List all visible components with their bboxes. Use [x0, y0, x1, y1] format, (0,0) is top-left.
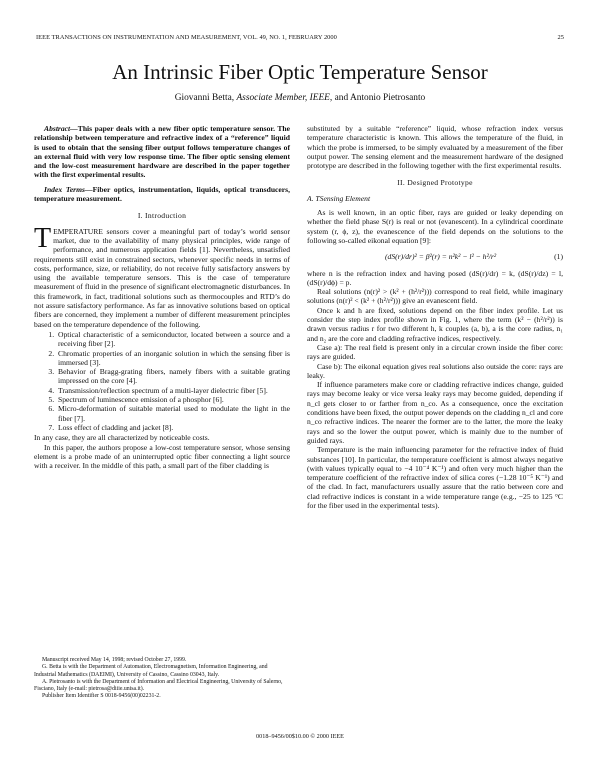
- abstract: [34, 124, 290, 180]
- intro-paragraph-2: In any case, they are all characterized by noticeable costs.: [34, 433, 210, 443]
- copyright-footer: 0018–9456/00$10.00 © 2000 IEEE: [256, 733, 344, 740]
- list-item: 6. Micro-deformation of suitable material used to modulate the light in the fiber [7].: [56, 404, 290, 423]
- list-item: 1. Optical characteristic of a semiconductor, located between a source and a receiving fiber [2].: [56, 330, 290, 349]
- author-1-role: Associate Member, IEEE,: [236, 93, 333, 103]
- abstract-text: This paper deals with a new fiber optic temperature sensor. The relationship between temperature and refractive index of a “reference” liquid is used to obtain that the sensing fiber output follows temperature changes of an external fluid with very low response time. The fiber optic sensing element and the low-cost measurement hardware are described in the paper together with the first experimental results.: [34, 124, 290, 180]
- list-item: 7. Loss effect of cladding and jacket [8].: [56, 423, 290, 432]
- left-column: [34, 124, 290, 470]
- footnote-author-1: G. Betta is with the Department of Automation, Electromagnetism, Information Engineering, and Industrial Mathematics (DAEIMI), University of Cassino, Cassino 03043, Italy.: [34, 664, 268, 678]
- page-number: 25: [557, 34, 564, 41]
- paper-title: An Intrinsic Fiber Optic Temperature Sensor: [112, 60, 488, 84]
- right-column: [307, 124, 563, 510]
- author-conjunction: and: [334, 93, 349, 103]
- author-line: [0, 93, 600, 103]
- right-paragraph-1: substituted by a suitable “reference” liquid, whose refraction index versus temperature characteristic is known. This allows the temperature of the fluid, in which the probe is immersed, to be simply evaluated by a measurement of the fiber output power. The sensing element and the measurement hardware of the designed prototype are described in the following together with the first experimental results.: [307, 124, 563, 171]
- right-paragraph-7: Case b): The eikonal equation gives real solutions also outside the core: rays are leaky.: [307, 361, 563, 380]
- right-paragraph-6: Case a): The real field is present only in a circular crown inside the fiber core: rays are guided.: [307, 342, 563, 362]
- right-paragraph-8: If influence parameters make core or cladding refractive indices change, guided rays may become leaky or vice versa leaky rays may become guided, depending if n_cl gets closer to or farther from n_co. As a consequence, once the excitation conditions have been fixed, the output power depends on the cladding n_cl and core n_co refractive indices. The nearer the former are to the latter, the more the leaky rays and so the lower the output power, which is mainly due to the number of guided rays.: [307, 380, 563, 445]
- index-terms-label: Index Terms—: [44, 184, 93, 194]
- right-paragraph-9: Temperature is the main influencing parameter for the refractive index of fluid substances [10]. In particular, the temperature coefficient is almost always negative (with values typically equal to −4 10⁻⁴ K⁻¹) and often very much higher than the temperature coefficient of the refractive index of silica cores (−1.28 10⁻⁵ K⁻¹) and of the clad. In fact, manufacturers usually assure that the ratio between core and clad refractive indices is constant in a wide temperature range (e.g., −25 to 125 °C for the fiber used in the experimental tests).: [307, 445, 563, 510]
- right-paragraph-2: As is well known, in an optic fiber, rays are guided or leaky depending on whether the field phase S(r) is real or not (evanescent). In a cylindrical coordinate system (r, ϕ, z), the evanescence of the field depends on the solutions to the following so-called eikonal equation [9]:: [307, 208, 563, 245]
- list-item: 4. Transmission/reflection spectrum of a multi-layer dielectric fiber [5].: [56, 386, 290, 395]
- intro-paragraph-1-text: EMPERATURE sensors cover a meaningful part of today’s world sensor market, due to the availability of many physical principles, wide range of performance, and numerous application fields [1]. Nevertheless, unsatisfied requirements still exist in constrained sectors, whenever specific needs in terms of costs, performance, size, or reliability, do not receive fully satisfactory answers by using the available temperature sensors. This is the case of temperature measurement of fluid in the presence of significant electromagnetic disturbances. In this framework, in fact, traditional solutions such as thermocouples and RTD’s do not assure satisfactory performance. As far as innovative solutions based on optical fibers are concerned, they implement a number of different measurement principles based on the temperature dependence of the following.: [34, 226, 290, 329]
- footnotes: [34, 657, 290, 701]
- footnote-author-2: A. Pietrosanto is with the Department of Information and Electrical Engineering, University of Salerno, Fisciano, Italy (e-mail: pietrosa@diiie.unisa.it).: [34, 678, 283, 693]
- right-paragraph-5: Once k and h are fixed, solutions depend on the fiber index profile. Let us consider the step index profile shown in Fig. 1, where the term (k² − (h²/r²)) is drawn versus radius r for two different h, k couples (a, b), a is the core radius, n₁ and n₂ are the core and cladding refractive indices, respectively.: [307, 305, 563, 343]
- footnote-manuscript: Manuscript received May 14, 1998; revised October 27, 1999.: [42, 657, 187, 663]
- index-terms-text: Fiber optics, instrumentation, liquids, optical transducers, temperature measurement.: [34, 184, 291, 204]
- equation-number: (1): [554, 252, 563, 262]
- principles-list: [34, 330, 290, 432]
- equation-body: (dS(r)/dr)² = β²(r) = n²k² − l² − h²/r²: [385, 252, 497, 262]
- right-paragraph-3: where n is the refraction index and having posed (dS(r)/dr) = k, (dS(r)/dz) = l, (dS(r)/dϕ) = p.: [307, 268, 563, 287]
- author-1: Giovanni Betta,: [174, 93, 235, 103]
- abstract-label: Abstract—: [44, 124, 78, 133]
- footnote-publisher-id: Publisher Item Identifier S 0018-9456(00)02231-2.: [42, 693, 161, 700]
- eikonal-equation: [307, 252, 563, 261]
- subsection-heading-sensing-element: A. TSensing Element: [307, 193, 371, 203]
- intro-paragraph-1: [34, 222, 290, 329]
- list-item: 2. Chromatic properties of an inorganic solution in which the sensing fiber is immersed [3].: [56, 349, 290, 368]
- index-terms: [34, 185, 290, 204]
- drop-cap: T: [34, 222, 52, 254]
- list-item: 3. Behavior of Bragg-grating fibers, namely fibers with a suitable grating impressed on the core [4].: [56, 367, 290, 386]
- section-heading-introduction: I. Introduction: [137, 211, 187, 221]
- right-paragraph-4: Real solutions (n(r)² > (k² + (h²/r²))) correspond to real field, while imaginary solutions (n(r)² < (k² + (h²/r²))) give an evanescent field.: [307, 287, 563, 306]
- journal-name: IEEE TRANSACTIONS ON INSTRUMENTATION AND MEASUREMENT, VOL. 49, NO. 1, FEBRUARY 2000: [36, 34, 337, 41]
- list-item: 5. Spectrum of luminescence emission of a phosphor [6].: [56, 395, 290, 404]
- author-2: Antonio Pietrosanto: [349, 93, 426, 103]
- section-heading-designed-prototype: II. Designed Prototype: [397, 178, 473, 188]
- intro-paragraph-3: In this paper, the authors propose a low-cost temperature sensor, whose sensing element is a probe made of an uninterrupted optic fiber connecting a light source with a receiver. In the middle of this path, a small part of the fiber cladding is: [34, 442, 290, 471]
